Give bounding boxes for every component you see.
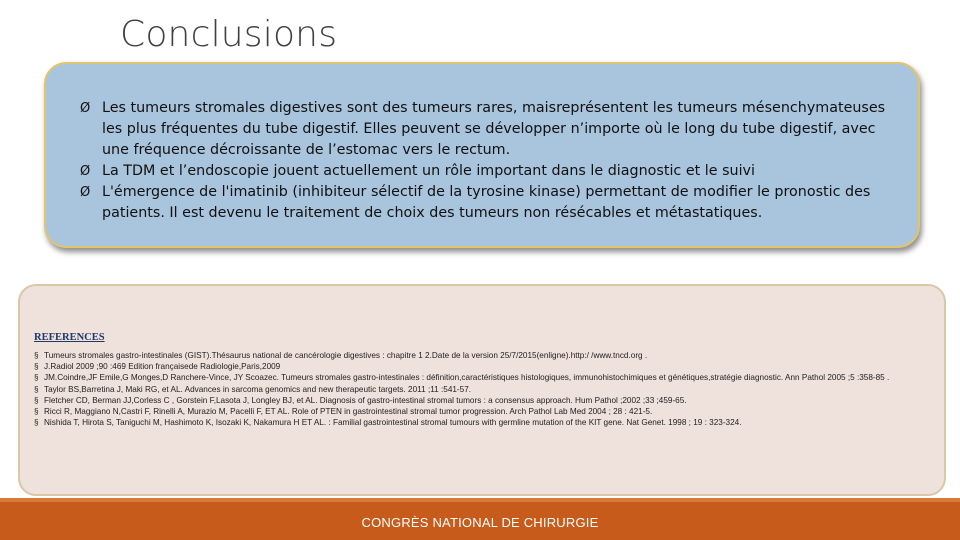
- reference-item: [34, 417, 928, 428]
- arrow-bullet-icon: Ø: [80, 101, 91, 116]
- conclusion-text: Les tumeurs stromales digestives sont des tumeurs rares, maisreprésentent les tumeurs mésenchymateuses les plus fréquentes du tube digestif. Elles peuvent se développer n’importe où le long du tube digestif, avec une fréquence décroissante de l’estomac vers le rectum.: [102, 100, 886, 158]
- square-bullet-icon: §: [34, 384, 39, 394]
- reference-text: Tumeurs stromales gastro-intestinales (GIST).Thésaurus national de cancérologie digestives : chapitre 1 2.Date de la version 25/7/2015(enligne).http:/ /www.tncd.org .: [44, 351, 648, 360]
- conclusion-text: L'émergence de l'imatinib (inhibiteur sélectif de la tyrosine kinase) permettant de modifier le pronostic des patients. Il est devenu le traitement de choix des tumeurs non résécables et métastatiques.: [102, 184, 871, 221]
- footer-text: CONGRÈS NATIONAL DE CHIRURGIE: [361, 515, 599, 530]
- arrow-bullet-icon: Ø: [80, 164, 91, 179]
- reference-item: [34, 395, 928, 406]
- reference-item: [34, 406, 928, 417]
- square-bullet-icon: §: [34, 362, 39, 372]
- reference-item: [34, 372, 928, 383]
- square-bullet-icon: §: [34, 407, 39, 417]
- conclusion-item: [80, 161, 900, 182]
- reference-text: Nishida T, Hirota S, Taniguchi M, Hashimoto K, Isozaki K, Nakamura H ET AL. : Familial gastrointestinal stromal tumours with germline mutation of the KIT gene. Nat Genet. 1998 ; 19 : 323-324.: [44, 418, 742, 428]
- reference-item: [34, 350, 928, 361]
- square-bullet-icon: §: [34, 395, 39, 405]
- references-heading: REFERENCES: [34, 332, 105, 343]
- arrow-bullet-icon: Ø: [80, 185, 91, 200]
- references-box: [18, 284, 946, 496]
- footer-divider: [0, 498, 960, 502]
- square-bullet-icon: §: [34, 373, 39, 383]
- reference-text: Ricci R, Maggiano N,Castri F, Rinelli A, Murazio M, Pacelli F, ET AL. Role of PTEN in gastrointestinal stromal tumor progression. Arch Pathol Lab Med 2004 ; 28 : 421-5.: [44, 407, 653, 417]
- reference-text: J.Radiol 2009 ;90 :469 Edition françaisede Radiologie,Paris,2009: [44, 362, 281, 372]
- reference-item: [34, 361, 928, 372]
- conclusion-item: [80, 98, 900, 161]
- conclusion-text: La TDM et l’endoscopie jouent actuellement un rôle important dans le diagnostic et le suivi: [102, 163, 755, 179]
- reference-item: [34, 384, 928, 395]
- conclusions-list: [80, 98, 900, 224]
- slide-title: Conclusions: [120, 14, 338, 55]
- square-bullet-icon: §: [34, 418, 39, 428]
- reference-text: Taylor BS,Barretina J, Maki RG, et AL. Advances in sarcoma genomics and new therapeutic targets. 2011 ;11 :541-57.: [44, 384, 472, 394]
- square-bullet-icon: §: [34, 351, 39, 360]
- reference-text: Fletcher CD, Berman JJ,Corless C , Gorstein F,Lasota J, Longley BJ, et AL. Diagnosis of gastro-intestinal stromal tumors : a consensus approach. Hum Pathol ;2002 ;33 ;459-65.: [44, 395, 687, 405]
- reference-text: JM.Coindre,JF Emile,G Monges,D Ranchere-Vince, JY Scoazec. Tumeurs stromales gastro-intestinales : définition,caractéristiques histologiques, immunohistochimiques et génétiques,stratégie diagnostic. Ann Pathol 2005 ;5 :358-85 .: [44, 373, 890, 383]
- footer-bar: [0, 498, 960, 540]
- conclusions-box: [44, 62, 920, 248]
- references-list: [34, 350, 928, 428]
- conclusion-item: [80, 182, 900, 224]
